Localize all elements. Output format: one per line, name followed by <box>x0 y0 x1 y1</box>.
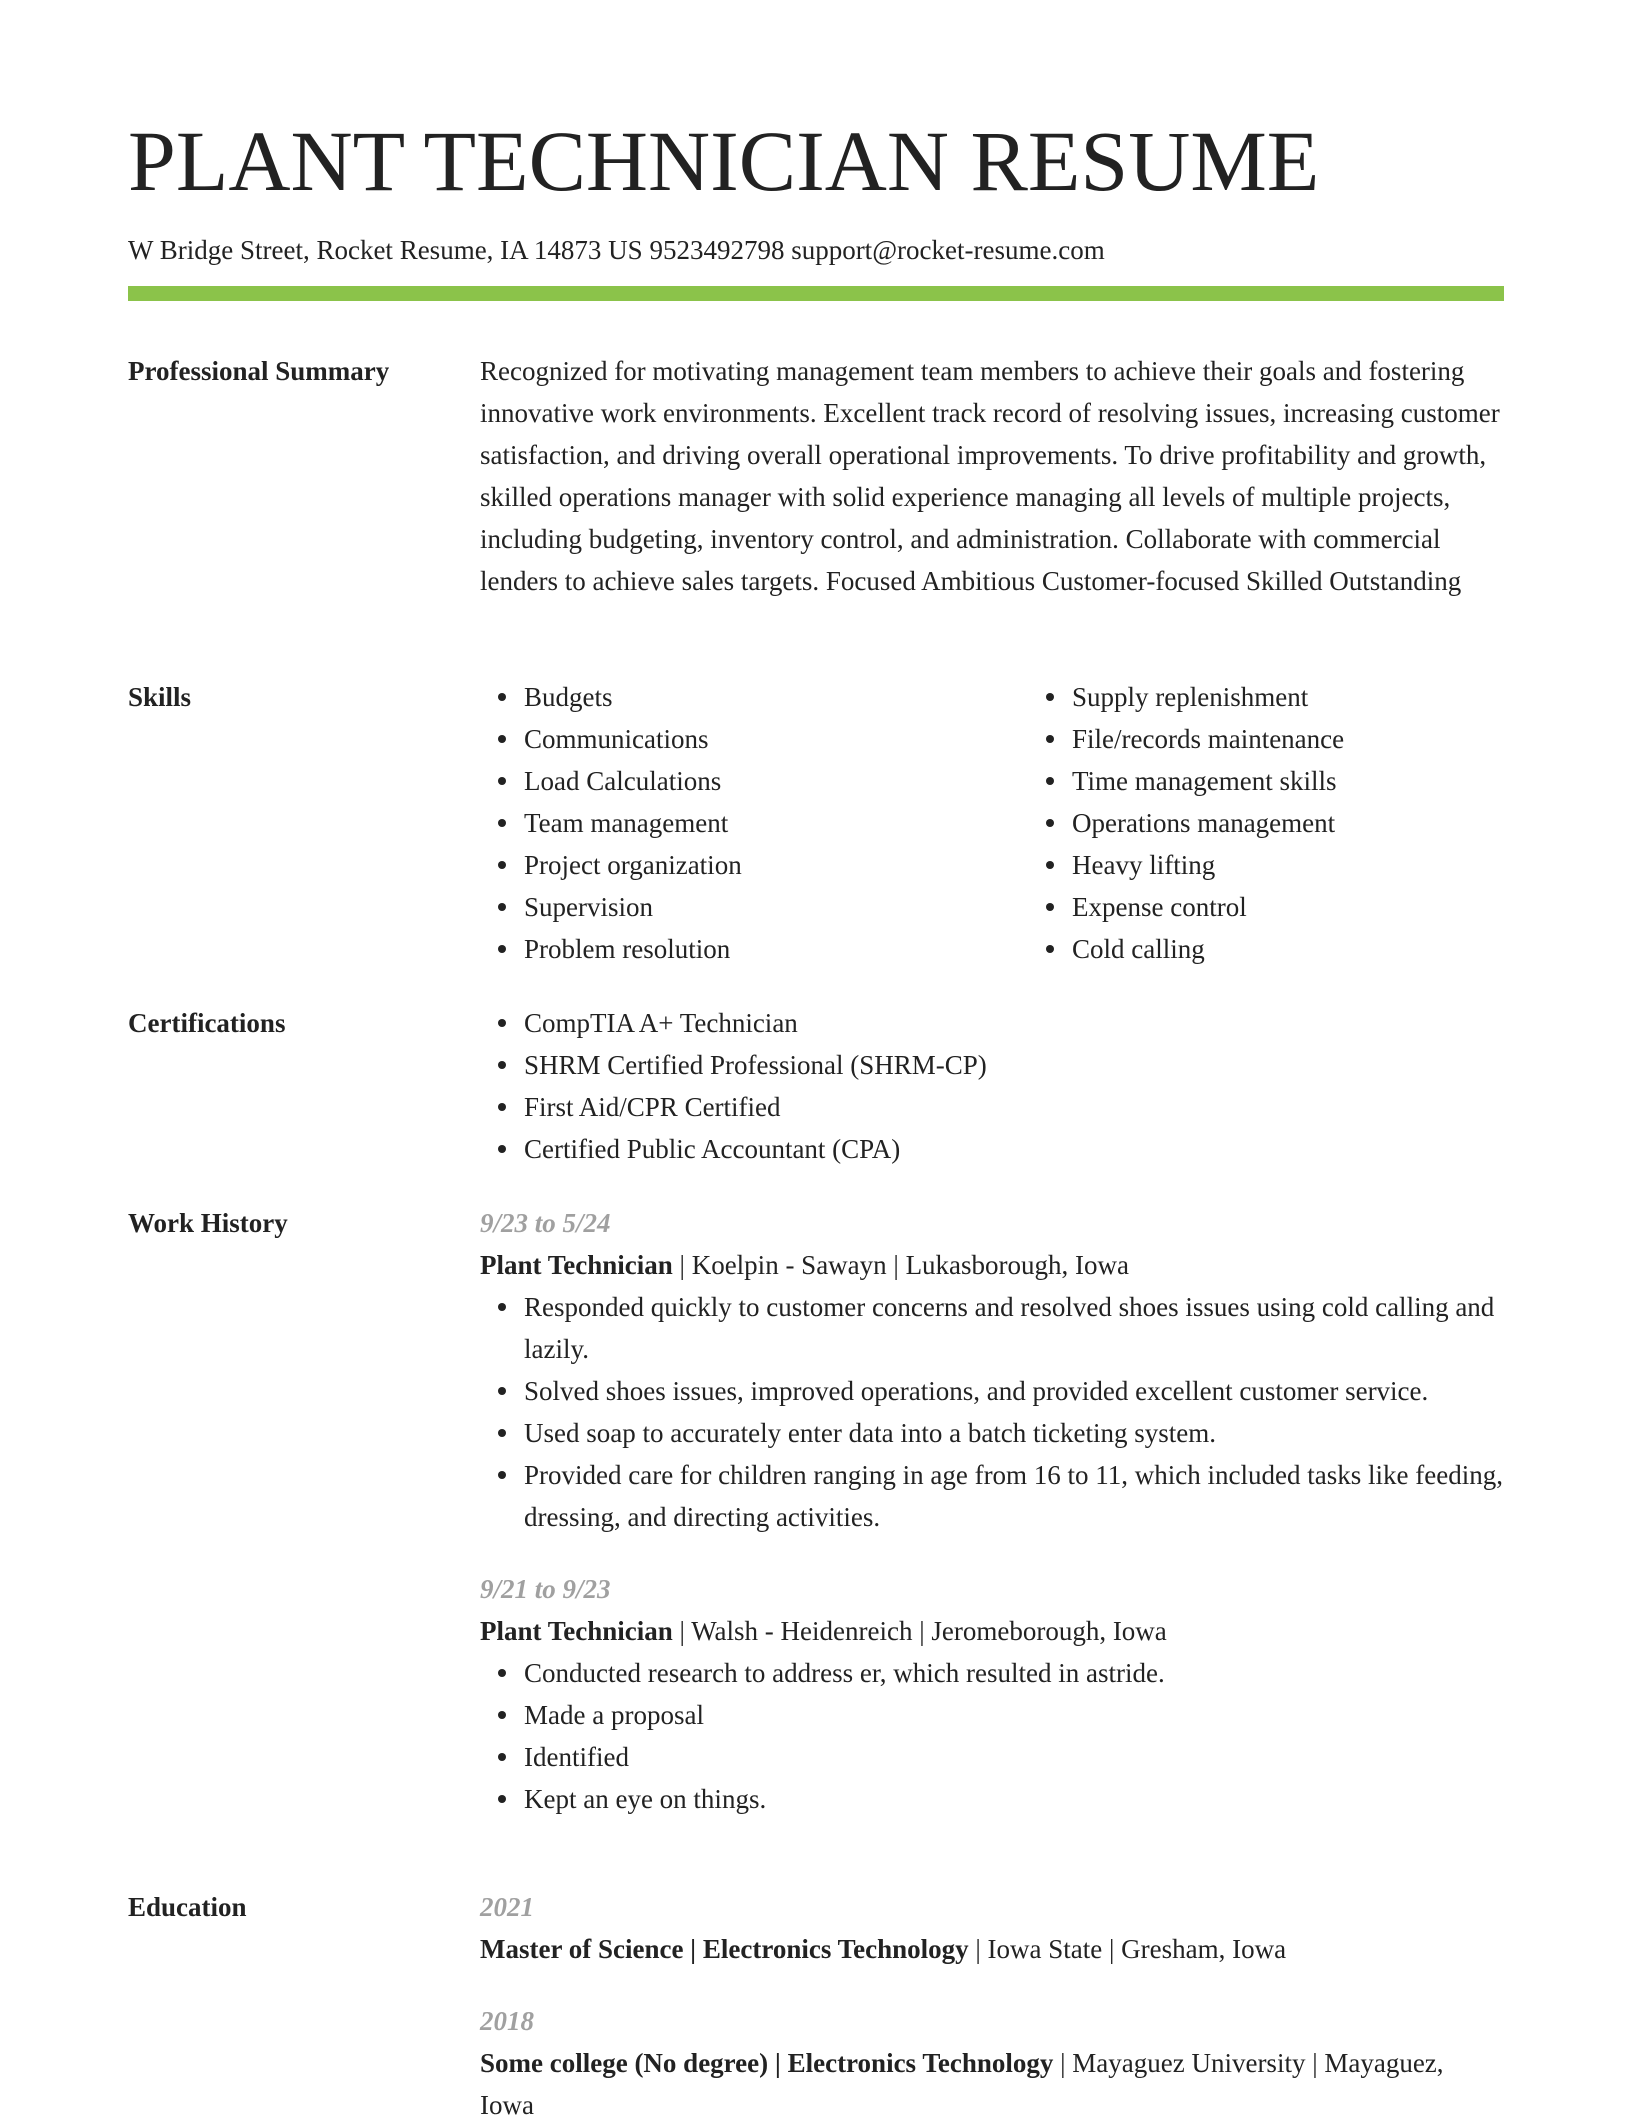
certification-item: SHRM Certified Professional (SHRM-CP) <box>524 1044 1504 1086</box>
header-divider <box>128 286 1504 301</box>
education-entry <box>480 2000 1504 2126</box>
summary-label: Professional Summary <box>128 356 390 386</box>
education-entry <box>480 1886 1504 1970</box>
skills-right-list <box>1028 676 1576 970</box>
skill-item: Budgets <box>524 676 1028 718</box>
job-heading <box>480 1610 1504 1652</box>
skills-label: Skills <box>128 682 192 712</box>
summary-text: Recognized for motivating management team members to achieve their goals and fostering innovative work environments. Excellent track record of resolving issues, increasing customer satisfaction, and driving overall operational improvements. To drive profitability and growth, skilled operations manager with solid experience managing all levels of multiple projects, including budgeting, inventory control, and administration. Collaborate with commercial lenders to achieve sales targets. Focused Ambitious Customer-focused Skilled Outstanding <box>480 356 1500 596</box>
job-bullets <box>480 1652 1504 1820</box>
certifications-label: Certifications <box>128 1008 286 1038</box>
job-bullet: Conducted research to address er, which resulted in astride. <box>524 1652 1504 1694</box>
job-bullet: Made a proposal <box>524 1694 1504 1736</box>
education-degree: Master of Science | Electronics Technology <box>480 1934 969 1964</box>
work-history-body <box>480 1202 1504 1820</box>
job-heading <box>480 1244 1504 1286</box>
education-details: | Mayaguez University | Mayaguez, Iowa <box>480 2048 1444 2120</box>
education-heading <box>480 2042 1504 2126</box>
job-bullet: Solved shoes issues, improved operations, and provided excellent customer service. <box>524 1370 1504 1412</box>
skill-item: Heavy lifting <box>1072 844 1576 886</box>
job-entry <box>480 1568 1504 1820</box>
job-title: Plant Technician <box>480 1250 673 1280</box>
skills-body <box>480 676 1504 970</box>
certification-item: CompTIA A+ Technician <box>524 1002 1504 1044</box>
education-heading <box>480 1928 1504 1970</box>
education-year: 2018 <box>480 2006 534 2036</box>
job-bullet: Kept an eye on things. <box>524 1778 1504 1820</box>
skills-left-list <box>480 676 1028 970</box>
skill-item: Team management <box>524 802 1028 844</box>
job-dates: 9/23 to 5/24 <box>480 1208 611 1238</box>
education-body <box>480 1886 1504 2126</box>
skill-item: Time management skills <box>1072 760 1576 802</box>
job-bullets <box>480 1286 1504 1538</box>
job-bullet: Identified <box>524 1736 1504 1778</box>
summary-body <box>480 350 1504 602</box>
education-year: 2021 <box>480 1892 534 1922</box>
job-title: Plant Technician <box>480 1616 673 1646</box>
skill-item: Problem resolution <box>524 928 1028 970</box>
skill-item: File/records maintenance <box>1072 718 1576 760</box>
contact-line: W Bridge Street, Rocket Resume, IA 14873 US 9523492798 support@rocket-resume.com <box>128 235 1105 265</box>
education-degree: Some college (No degree) | Electronics Technology <box>480 2048 1054 2078</box>
skill-item: Operations management <box>1072 802 1576 844</box>
skill-item: Project organization <box>524 844 1028 886</box>
job-details: | Walsh - Heidenreich | Jeromeborough, Iowa <box>672 1616 1167 1646</box>
education-label: Education <box>128 1892 247 1922</box>
skill-item: Communications <box>524 718 1028 760</box>
skill-item: Expense control <box>1072 886 1576 928</box>
skill-item: Load Calculations <box>524 760 1028 802</box>
work-history-label: Work History <box>128 1208 288 1238</box>
certification-item: First Aid/CPR Certified <box>524 1086 1504 1128</box>
skill-item: Cold calling <box>1072 928 1576 970</box>
certification-item: Certified Public Accountant (CPA) <box>524 1128 1504 1170</box>
education-details: | Iowa State | Gresham, Iowa <box>968 1934 1287 1964</box>
job-bullet: Responded quickly to customer concerns and resolved shoes issues using cold calling and lazily. <box>524 1286 1504 1370</box>
job-entry <box>480 1202 1504 1538</box>
job-details: | Koelpin - Sawayn | Lukasborough, Iowa <box>672 1250 1130 1280</box>
skill-item: Supervision <box>524 886 1028 928</box>
job-dates: 9/21 to 9/23 <box>480 1574 611 1604</box>
job-bullet: Used soap to accurately enter data into a batch ticketing system. <box>524 1412 1504 1454</box>
skill-item: Supply replenishment <box>1072 676 1576 718</box>
resume-title: PLANT TECHNICIAN RESUME <box>128 113 1320 209</box>
certifications-list <box>480 1002 1504 1170</box>
job-bullet: Provided care for children ranging in age from 16 to 11, which included tasks like feeding, dressing, and directing activities. <box>524 1454 1504 1538</box>
certifications-body <box>480 1002 1504 1170</box>
